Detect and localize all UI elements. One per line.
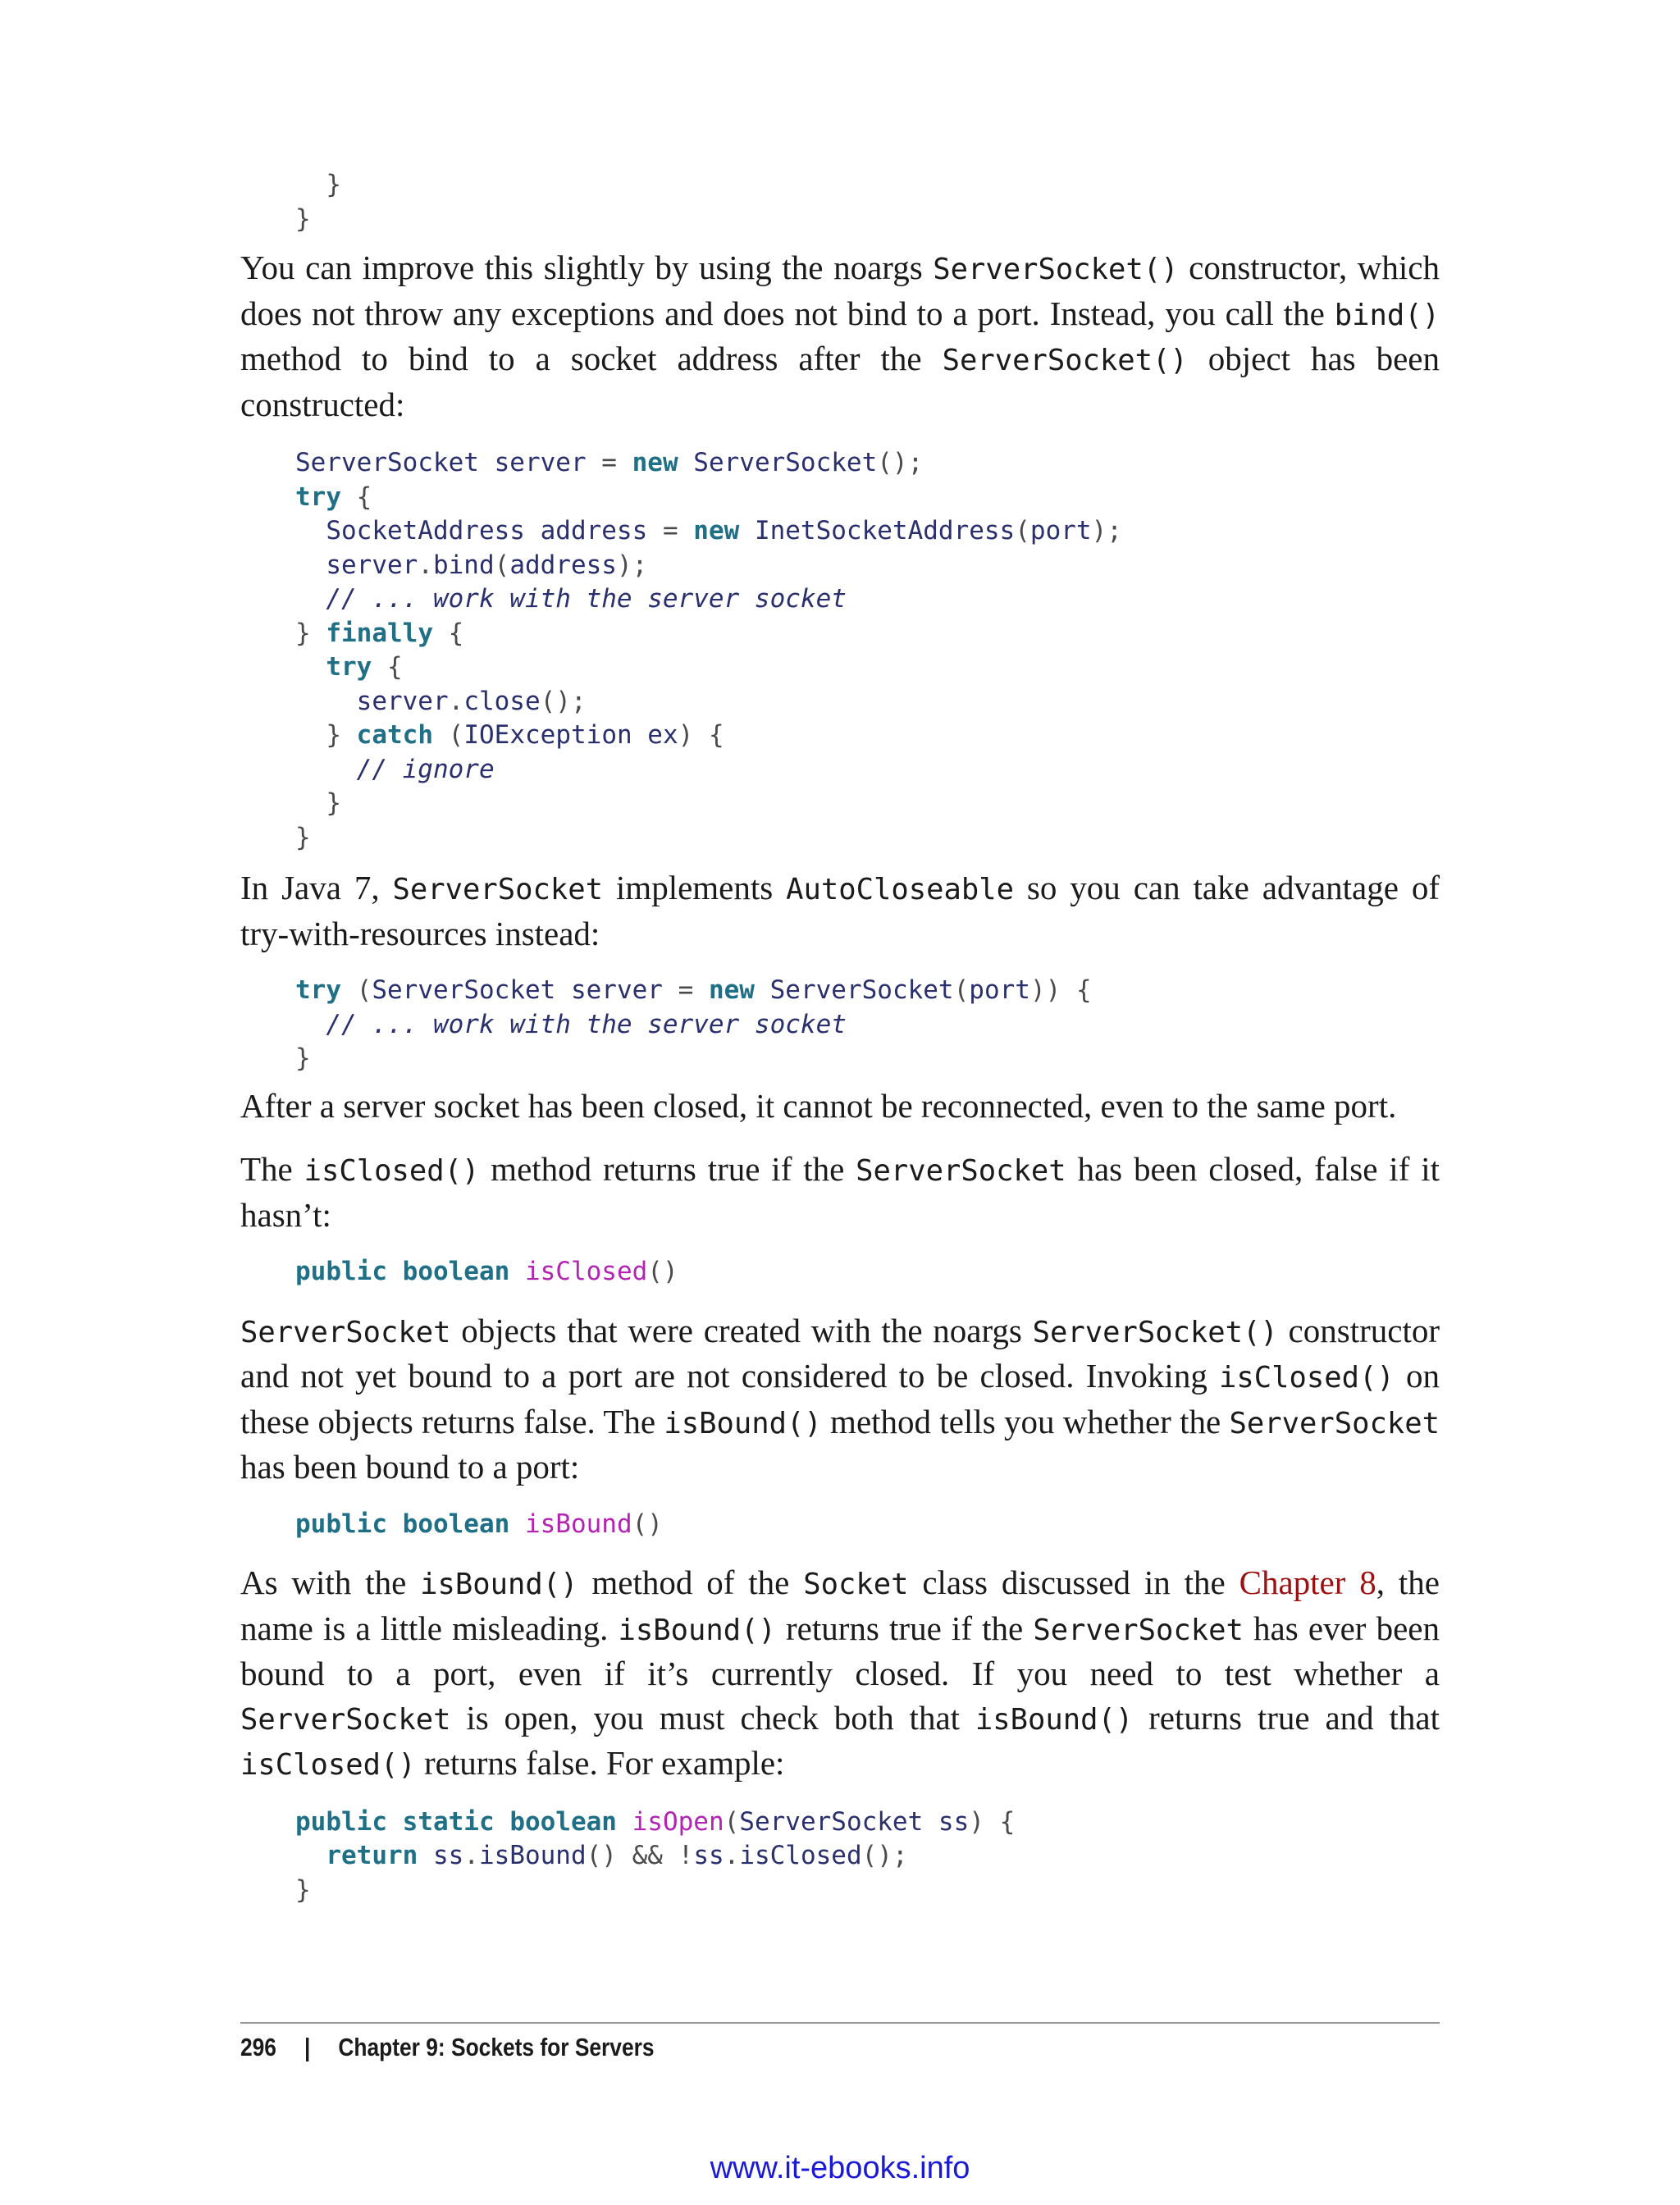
- paragraph-autocloseable: In Java 7, ServerSocket implements AutoCloseable so you can take advantage of try-with-resources instead:: [240, 869, 1440, 952]
- code-block-isclosed-signature: public boolean isClosed(): [295, 1257, 678, 1286]
- footer-separator: |: [304, 2033, 311, 2061]
- paragraph-isbound-misleading: As with the isBound() method of the Socket class discussed in the Chapter 8, the name is a little misleading. isBound() returns true if the ServerSocket has ever been bound to a port, even if it’s currently closed. If you need to test whether a ServerSocket is open, you must check both that isBound() returns true and that isClosed() returns false. For example:: [240, 1564, 1440, 1782]
- watermark-link[interactable]: www.it-ebooks.info: [710, 2151, 970, 2185]
- paragraph-closed-socket: After a server socket has been closed, it cannot be reconnected, even to the same port.: [240, 1086, 1397, 1125]
- footer-divider: [240, 2022, 1440, 2024]
- paragraph-isclosed: The isClosed() method returns true if the ServerSocket has been closed, false if it hasn’t:: [240, 1150, 1440, 1234]
- chapter-8-link[interactable]: Chapter 8: [1239, 1564, 1376, 1601]
- chapter-title: Chapter 9: Sockets for Servers: [338, 2033, 655, 2061]
- page-number: 296: [240, 2033, 276, 2061]
- code-line: ServerSocket server = new ServerSocket();: [295, 448, 924, 477]
- code-block-isbound-signature: public boolean isBound(): [295, 1509, 663, 1539]
- code-block-isopen: public static boolean isOpen(ServerSocket ss) { return ss.isBound() && !ss.isClosed(); }: [295, 1806, 1016, 1905]
- code-block-try-with-resources: try (ServerSocket server = new ServerSocket(port)) { // ... work with the server socket }: [295, 975, 1092, 1073]
- paragraph-noargs-constructor: You can improve this slightly by using the noargs ServerSocket() constructor, which does not throw any exceptions and does not bind to a port. Instead, you call the bind() method to bind to a socket address after the ServerSocket() object has been constructed:: [240, 249, 1440, 423]
- code-block-tail: [240, 168, 1440, 236]
- paragraph-isbound-intro: ServerSocket objects that were created with the noargs ServerSocket() constructor and not yet bound to a port are not considered to be closed. Invoking isClosed() on these objects returns false. The isBound() method tells you whether the ServerSocket has been bound to a port:: [240, 1311, 1440, 1486]
- page-footer: [240, 2033, 655, 2062]
- code-block-bind: ServerSocket server = new ServerSocket(); try { SocketAddress address = new InetSocketAddress(port); server.bind(address); // ... work with the server socket } finally { try { server.close(); } catch (IOException ex) { // ignore } }: [295, 448, 1122, 852]
- code-line: }: [295, 203, 311, 234]
- code-line: }: [295, 170, 341, 199]
- page-body: [240, 168, 1440, 1907]
